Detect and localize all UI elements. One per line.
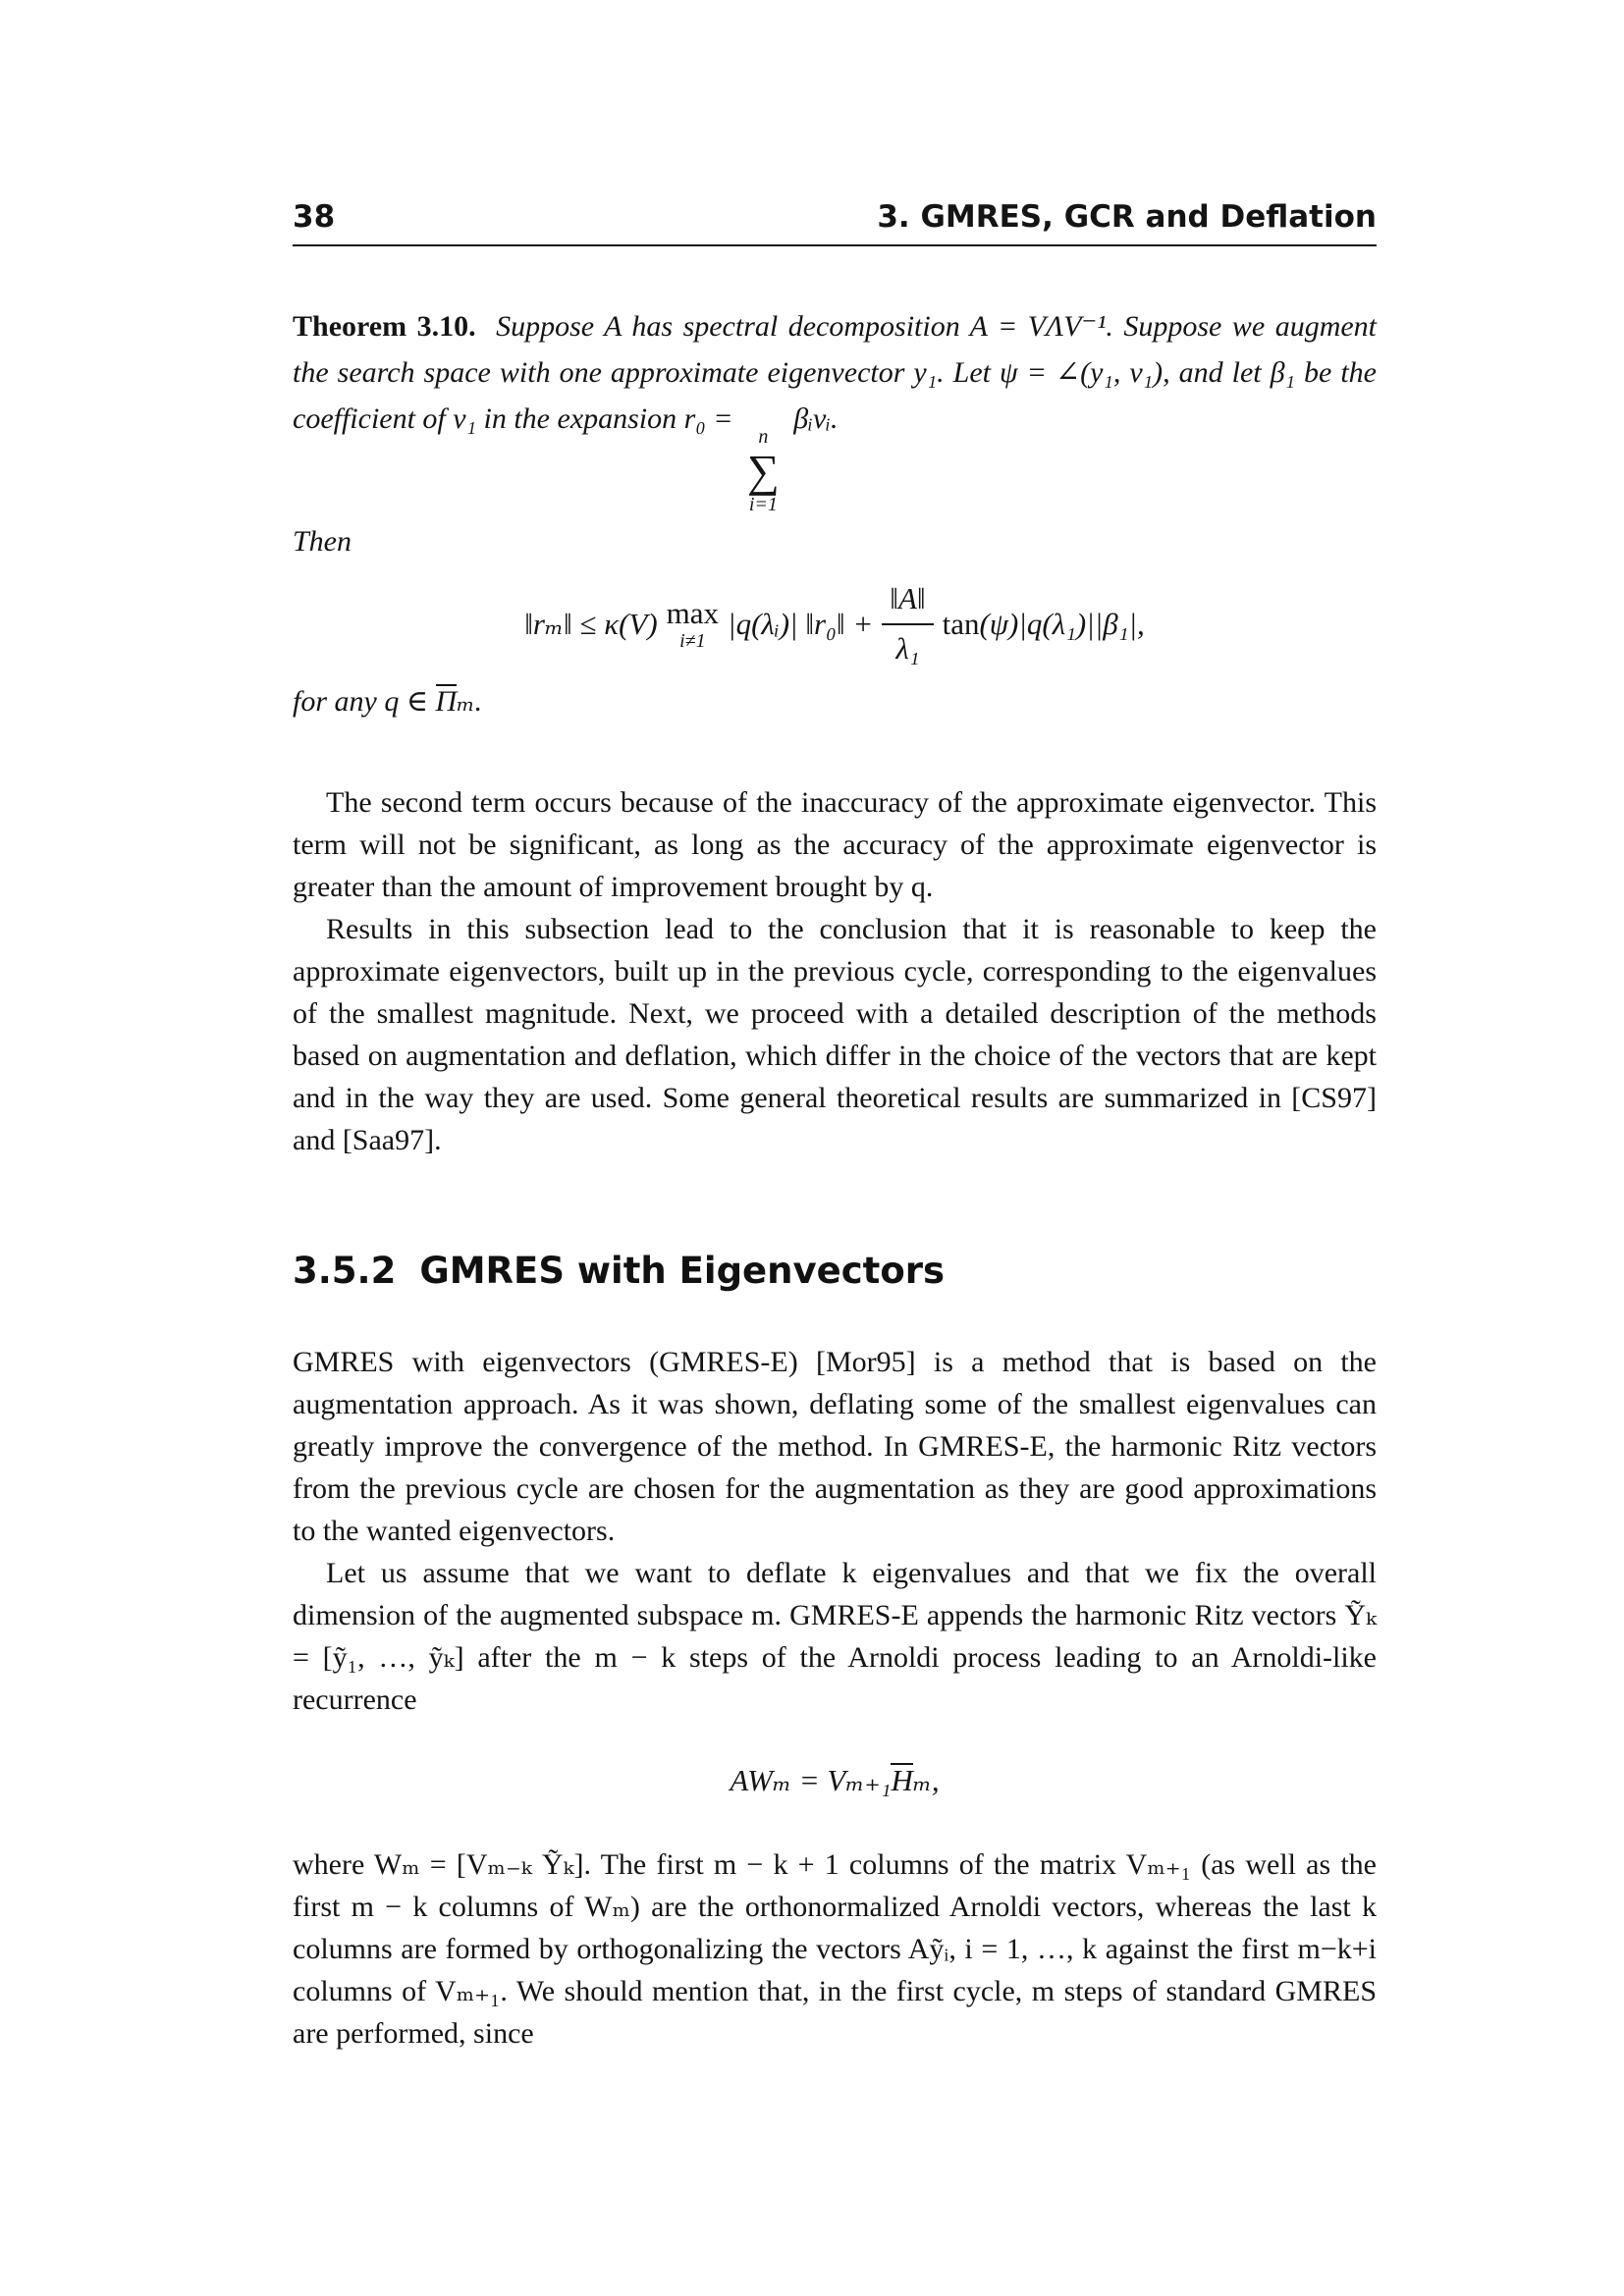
fraction-numerator: ‖A‖	[882, 580, 933, 625]
equation2-subscript: ₘ,	[912, 1762, 940, 1797]
theorem-block	[293, 303, 1377, 722]
residual-bound-equation	[293, 580, 1377, 668]
max-operator	[666, 595, 720, 652]
fraction-denominator: λ₁	[895, 630, 920, 666]
sum-upper-limit: n	[758, 426, 769, 448]
paragraph-deflate: Let us assume that we want to deflate k eigenvalues and that we fix the overall dimension of the augmented subspace m. GMRES-E appends the harmonic Ritz vectors Ỹₖ = [ỹ₁, …, ỹₖ] after the m − k steps of the Arnoldi process leading to an Arnoldi-like recurrence	[293, 1556, 1377, 1716]
theorem-qualifier	[293, 680, 1377, 722]
h-bar-symbol: H	[891, 1762, 913, 1797]
theorem-text: Suppose A has spectral decomposition A = VΛV⁻¹. Suppose we augment the search space with one approximate eigenvector y₁. Let ψ = ∠(y₁, v₁), and let β₁ be the coefficient of v₁ in the expansion r₀ =	[293, 310, 1378, 435]
qualifier-text: for any q ∈	[293, 684, 436, 718]
arnoldi-recurrence-equation	[293, 1762, 1377, 1798]
tan-operator: tan	[942, 607, 980, 642]
section-title: GMRES with Eigenvectors	[419, 1249, 946, 1292]
equation-lhs: ‖rₘ‖ ≤ κ(V)	[524, 607, 658, 642]
paragraph-second-term: The second term occurs because of the inaccuracy of the approximate eigenvector. This term will not be significant, as long as the accuracy of the approximate eigenvector is greater than the amount of improvement brought by q.	[293, 785, 1377, 903]
equation2-lhs: AWₘ = Vₘ₊₁	[730, 1762, 892, 1797]
chapter-title: 3. GMRES, GCR and Deflation	[877, 199, 1377, 235]
theorem-label: Theorem 3.10.	[293, 310, 476, 343]
text-block	[293, 199, 1377, 2055]
summation-symbol	[747, 426, 780, 516]
max-underscript: i≠1	[679, 629, 706, 652]
fraction	[882, 580, 933, 668]
theorem-then: Then	[293, 525, 352, 558]
equation-rhs: (ψ)|q(λ₁)||β₁|,	[979, 607, 1145, 642]
paragraph-where: where Wₘ = [Vₘ₋ₖ Ỹₖ]. The first m − k + 1 columns of the matrix Vₘ₊₁ (as well as the first m − k columns of Wₘ) are the orthonormalized Arnoldi vectors, whereas the last k columns are formed by orthogonalizing the vectors Aỹᵢ, i = 1, …, k against the first m−k+i columns of Vₘ₊₁. We should mention that, in the first cycle, m steps of standard GMRES are performed, since	[293, 1847, 1377, 2050]
page-number: 38	[293, 199, 336, 235]
sigma-icon: ∑	[747, 446, 780, 496]
qualifier-subscript: ₘ.	[457, 684, 483, 718]
sum-lower-limit: i=1	[748, 494, 778, 515]
max-label: max	[666, 595, 720, 630]
section-number: 3.5.2	[293, 1249, 397, 1292]
paragraph-gmres-e: GMRES with eigenvectors (GMRES-E) [Mor95] is a method that is based on the augmentation approach. As it was shown, deflating some of the smallest eigenvalues can greatly improve the convergence of the method. In GMRES-E, the harmonic Ritz vectors from the previous cycle are chosen for the augmentation as they are good approximations to the wanted eigenvectors.	[293, 1345, 1377, 1547]
theorem-statement	[293, 303, 1377, 516]
running-header	[293, 199, 1377, 246]
paragraph-results: Results in this subsection lead to the conclusion that it is reasonable to keep the approximate eigenvectors, built up in the previous cycle, corresponding to the eigenvalues of the smallest magnitude. Next, we proceed with a detailed description of the methods based on augmentation and deflation, which differ in the choice of the vectors that are kept and in the way they are used. Some general theoretical results are summarized in [CS97] and [Saa97].	[293, 912, 1377, 1156]
overline-pi-symbol: Π	[435, 684, 458, 718]
theorem-text-tail: βᵢvᵢ.	[793, 402, 839, 435]
section-heading	[293, 1250, 1377, 1292]
equation-middle: |q(λᵢ)| ‖r₀‖ +	[728, 607, 874, 642]
